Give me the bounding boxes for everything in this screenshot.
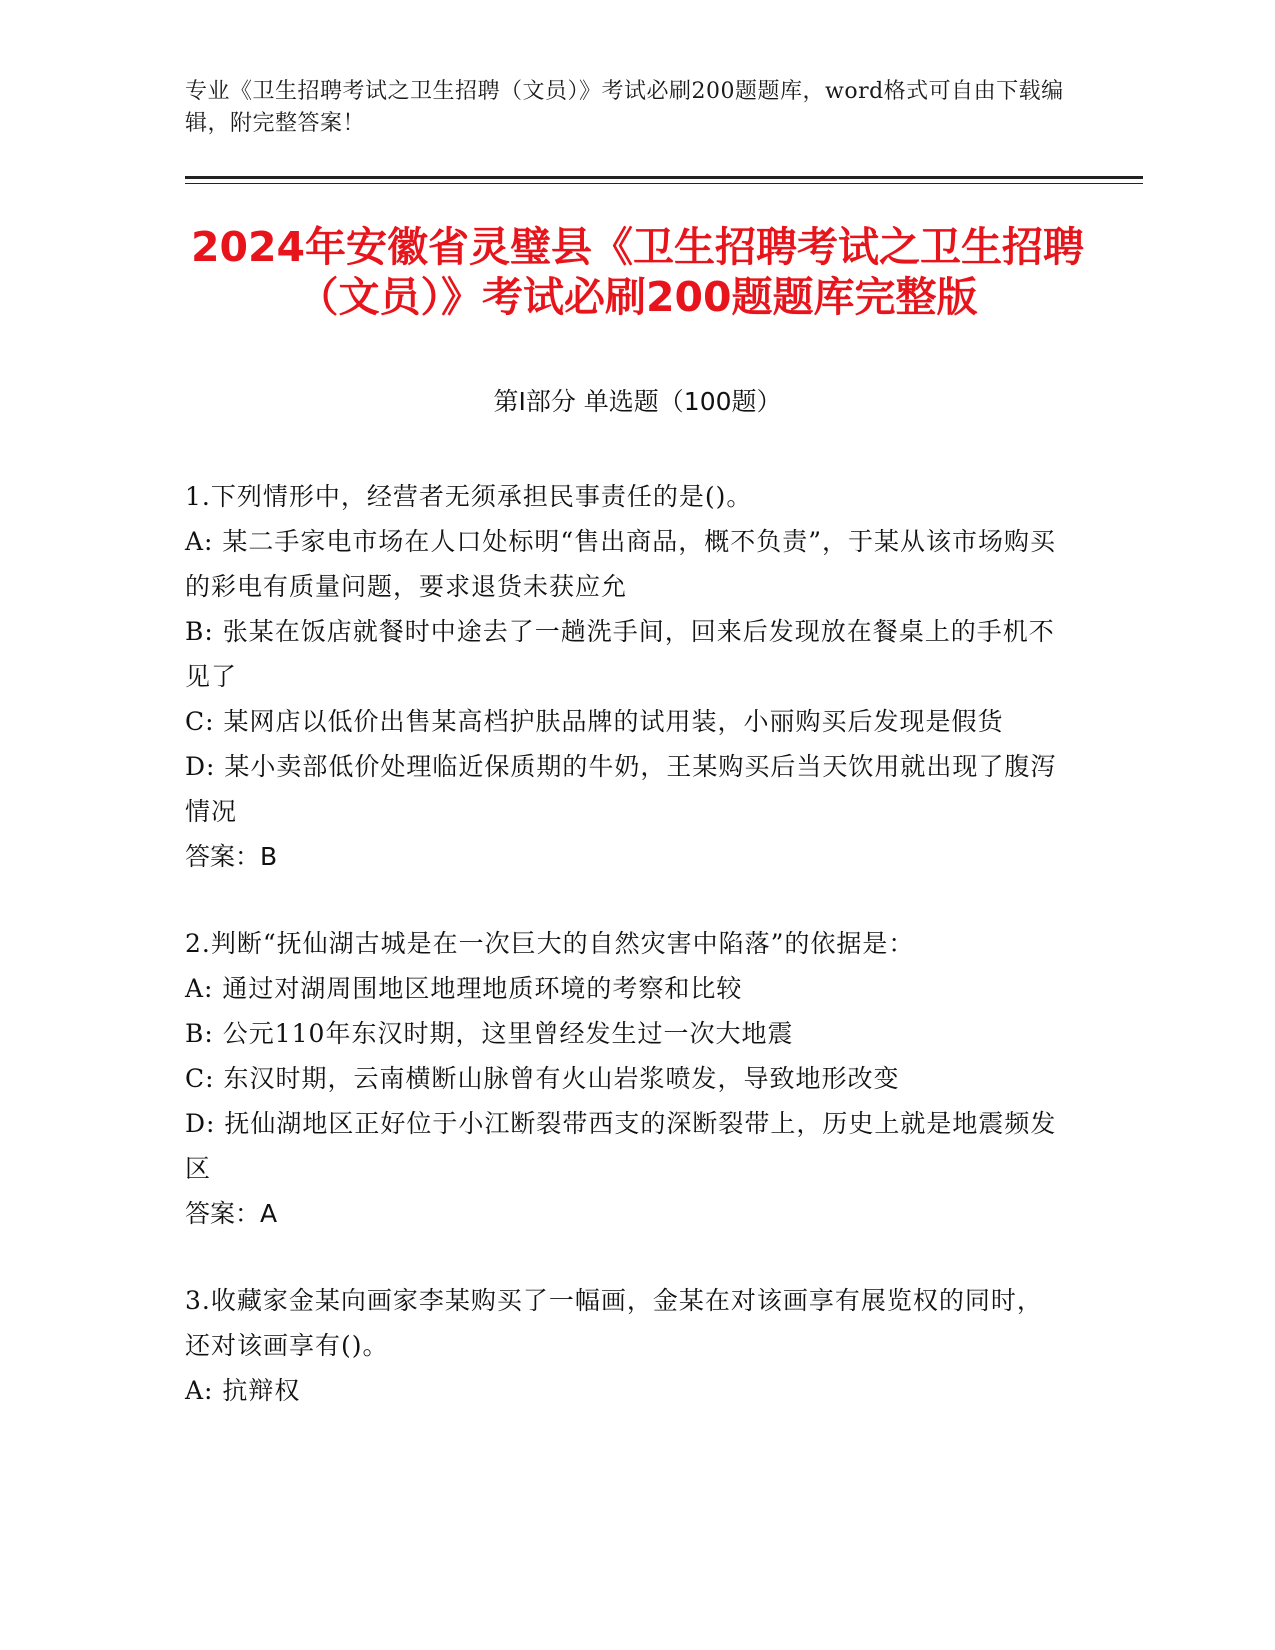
question-stem: 1.下列情形中，经营者无须承担民事责任的是()。 (185, 482, 753, 511)
option-a: A: 通过对湖周围地区地理地质环境的考察和比较 (185, 974, 743, 1003)
question-stem: 2.判断“抚仙湖古城是在一次巨大的自然灾害中陷落”的依据是： (185, 929, 915, 958)
section-heading: 第I部分 单选题（100题） (493, 387, 782, 416)
option-c: C: 某网店以低价出售某高档护肤品牌的试用装，小丽购买后发现是假货 (185, 707, 1004, 736)
question-3 (185, 1278, 1065, 1413)
question-list (185, 474, 1065, 1455)
option-b: B: 张某在饭店就餐时中途去了一趟洗手间，回来后发现放在餐桌上的手机不见了 (185, 617, 1055, 691)
question-stem: 3.收藏家金某向画家李某购买了一幅画，金某在对该画享有展览权的同时，还对该画享有()。 (185, 1286, 1043, 1360)
answer-line: 答案：B (185, 842, 278, 871)
header-note: 专业《卫生招聘考试之卫生招聘（文员）》考试必刷200题题库，word格式可自由下载编辑，附完整答案！ (185, 79, 1064, 136)
option-a: A: 某二手家电市场在人口处标明“售出商品，概不负责”，于某从该市场购买的彩电有质量问题，要求退货未获应允 (185, 527, 1056, 601)
document-title: 2024年安徽省灵璧县《卫生招聘考试之卫生招聘（文员）》考试必刷200题题库完整版 (190, 223, 1085, 321)
header-divider-thick (185, 176, 1143, 179)
option-b: B: 公元110年东汉时期，这里曾经发生过一次大地震 (185, 1019, 794, 1048)
answer-line: 答案：A (185, 1199, 278, 1228)
option-a: A: 抗辩权 (185, 1376, 301, 1405)
option-d: D: 某小卖部低价处理临近保质期的牛奶，王某购买后当天饮用就出现了腹泻情况 (185, 752, 1057, 826)
question-2 (185, 921, 1065, 1236)
option-d: D: 抚仙湖地区正好位于小江断裂带西支的深断裂带上，历史上就是地震频发区 (185, 1109, 1057, 1183)
option-c: C: 东汉时期，云南横断山脉曾有火山岩浆喷发，导致地形改变 (185, 1064, 900, 1093)
question-1 (185, 474, 1065, 879)
header-divider-thin (185, 183, 1143, 184)
